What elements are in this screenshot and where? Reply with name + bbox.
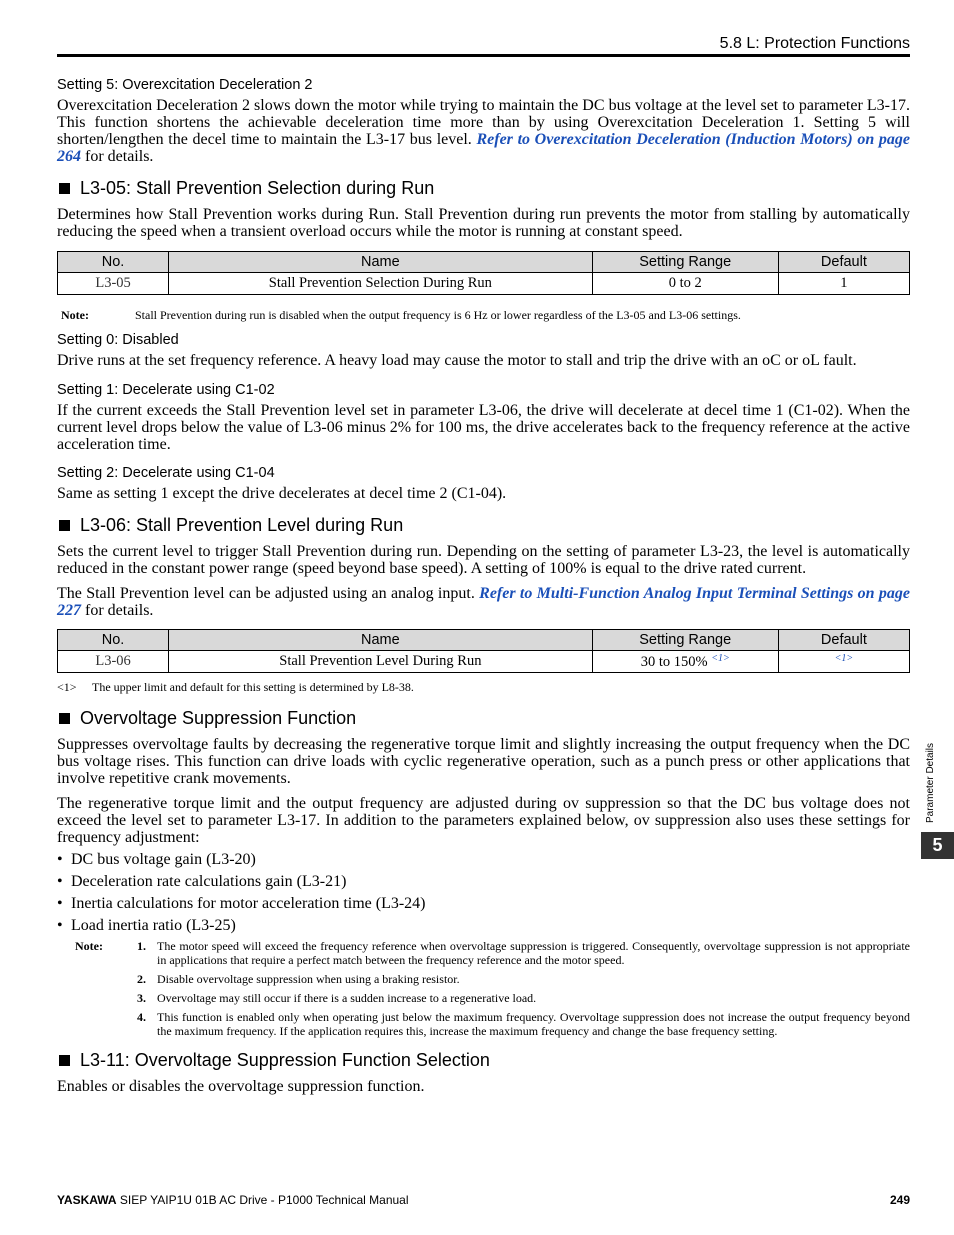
section-square-icon	[59, 1055, 70, 1066]
ovs-text2: The regenerative torque limit and the output frequency are adjusted during ov suppression so that the DC bus voltage does not exceed the level set to parameter L3-17. In addition to the parameters explained below, ov suppression also uses these settings for frequency adjustment:	[57, 795, 910, 846]
ovs-text1: Suppresses overvoltage faults by decreasing the regenerative torque limit and slightly increasing the output frequency when the DC bus voltage rises. This function can drive loads with cyclic regenerative operation, such as a punch press or other applications that involve repetitive crank movements.	[57, 736, 910, 787]
table-header: Setting Range	[592, 630, 778, 651]
l306-analog-paragraph	[57, 585, 910, 619]
note-row: 3. Overvoltage may still occur if there is a sudden increase to a regenerative load.	[137, 991, 537, 1005]
table-header: No.	[58, 630, 169, 651]
table-cell-default: 1	[778, 273, 909, 295]
l306-text2: The Stall Prevention level can be adjusted using an analog input.	[57, 585, 480, 602]
l305-description: Determines how Stall Prevention works during Run. Stall Prevention during run prevents the motor from stalling by automatically reducing the speed when a transient overload occurs while the motor is running at constant speed.	[57, 206, 910, 240]
l305-table	[57, 251, 910, 295]
note-row: Note: 1. The motor speed will exceed the frequency reference when overvoltage suppression is triggered. Consequently, overvoltage suppression is not appropriate in applications that require a perfect match between the frequency reference and the motor speed.	[57, 939, 910, 967]
analog-input-link[interactable]: Refer to Multi-Function Analog Input Terminal Settings on page 227	[57, 585, 911, 619]
footnote-text: The upper limit and default for this setting is determined by L8-38.	[92, 680, 414, 694]
footer-manual: SIEP YAIP1U 01B AC Drive - P1000 Technical Manual	[116, 1193, 409, 1207]
header-rule	[57, 54, 910, 57]
table-cell-range	[592, 651, 778, 673]
note-row: 4. This function is enabled only when operating just below the maximum frequency. Overvoltage suppression does not increase the output frequency beyond the maximum frequency. If the application requires this, increase the maximum frequency and change the base frequency setting.	[137, 1010, 910, 1038]
setting2-text: Same as setting 1 except the drive decelerates at decel time 2 (C1-04).	[57, 485, 507, 502]
setting1-text: If the current exceeds the Stall Prevention level set in parameter L3-06, the drive will decelerate at decel time 1 (C1-02). When the current level drops below the value of L3-06 minus 2% for 100 ms, the drive accelerates back to the frequency reference at the active acceleration time.	[57, 402, 910, 453]
list-item: • Load inertia ratio (L3-25)	[57, 917, 236, 934]
footnote-ref-link[interactable]: <1>	[711, 652, 730, 664]
list-item: • DC bus voltage gain (L3-20)	[57, 851, 256, 868]
l306-tail: for details.	[81, 602, 154, 619]
l306-table	[57, 629, 910, 673]
section-square-icon	[59, 183, 70, 194]
range-value: 30 to 150%	[640, 653, 708, 670]
ovs-heading	[57, 708, 910, 728]
table-cell-range: 0 to 2	[592, 273, 778, 295]
table-header: Name	[169, 630, 592, 651]
l306-title: L3-06: Stall Prevention Level during Run	[80, 515, 404, 535]
section-square-icon	[59, 713, 70, 724]
note-label: Note:	[61, 308, 89, 322]
table-cell-no: L3-05	[58, 273, 169, 295]
list-item: • Inertia calculations for motor acceleration time (L3-24)	[57, 895, 426, 912]
setting2-title: Setting 2: Decelerate using C1-04	[57, 465, 275, 481]
table-row	[58, 651, 910, 673]
l305-title: L3-05: Stall Prevention Selection during Run	[80, 178, 435, 198]
setting1-title: Setting 1: Decelerate using C1-02	[57, 382, 275, 398]
table-header: Default	[778, 630, 909, 651]
table-header: No.	[58, 252, 169, 273]
footer-manual-title	[57, 1193, 409, 1207]
chapter-side-label: Parameter Details	[925, 742, 936, 823]
table-cell-name: Stall Prevention Selection During Run	[169, 273, 592, 295]
ovs-notes	[57, 939, 910, 1038]
setting5-tail: for details.	[81, 148, 154, 165]
chapter-tab[interactable]: 5	[921, 832, 954, 859]
page-content	[57, 77, 910, 1095]
l311-title: L3-11: Overvoltage Suppression Function Selection	[80, 1050, 490, 1070]
l305-note	[57, 308, 910, 322]
section-square-icon	[59, 520, 70, 531]
setting5-title: Setting 5: Overexcitation Deceleration 2	[57, 77, 313, 93]
footnote-label: <1>	[57, 680, 77, 694]
list-item: • Deceleration rate calculations gain (L3-21)	[57, 873, 347, 890]
note-text: Stall Prevention during run is disabled when the output frequency is 6 Hz or lower regardless of the L3-05 and L3-06 settings.	[135, 308, 741, 322]
table-header: Setting Range	[592, 252, 778, 273]
page-number: 249	[889, 1193, 910, 1207]
table-row	[58, 273, 910, 295]
setting5-text: Overexcitation Deceleration 2 slows down the motor while trying to maintain the DC bus voltage at the level set to parameter L3-17. This function shortens the achievable deceleration time more than by using Overexcitation Deceleration 1. Setting 5 will shorten/lengthen the decel time to maintain the L3-17 bus level.	[57, 97, 910, 148]
l306-heading	[57, 515, 910, 535]
table-header: Name	[169, 252, 592, 273]
note-row: 2. Disable overvoltage suppression when using a braking resistor.	[137, 972, 460, 986]
table-header: Default	[778, 252, 909, 273]
l305-heading	[57, 178, 910, 198]
ovs-title: Overvoltage Suppression Function	[80, 708, 357, 728]
note-label: Note:	[75, 939, 103, 953]
footer-brand: YASKAWA	[57, 1193, 117, 1207]
header-section-title: 5.8 L: Protection Functions	[719, 35, 910, 52]
ovs-bullet-list	[57, 851, 910, 934]
table-header-row	[58, 630, 910, 651]
overexcitation-link[interactable]: Refer to Overexcitation Deceleration (Induction Motors) on page 264	[57, 131, 911, 165]
setting0-title: Setting 0: Disabled	[57, 332, 179, 348]
footnote-ref-link[interactable]: <1>	[834, 652, 854, 664]
l306-description: Sets the current level to trigger Stall Prevention during run. Depending on the setting of parameter L3-23, the level is automatically reduced in the constant power range (speed beyond base speed). A setting of 100% is equal to the drive rated current.	[57, 543, 910, 577]
l311-heading	[57, 1050, 910, 1070]
table-cell-default	[778, 651, 909, 673]
l311-text: Enables or disables the overvoltage suppression function.	[57, 1078, 425, 1095]
setting0-text: Drive runs at the set frequency reference. A heavy load may cause the motor to stall and trip the drive with an oC or oL fault.	[57, 352, 857, 369]
setting5-paragraph	[57, 97, 910, 165]
table-cell-name: Stall Prevention Level During Run	[169, 651, 592, 673]
l306-footnote	[57, 680, 910, 694]
table-cell-no: L3-06	[58, 651, 169, 673]
table-header-row	[58, 252, 910, 273]
